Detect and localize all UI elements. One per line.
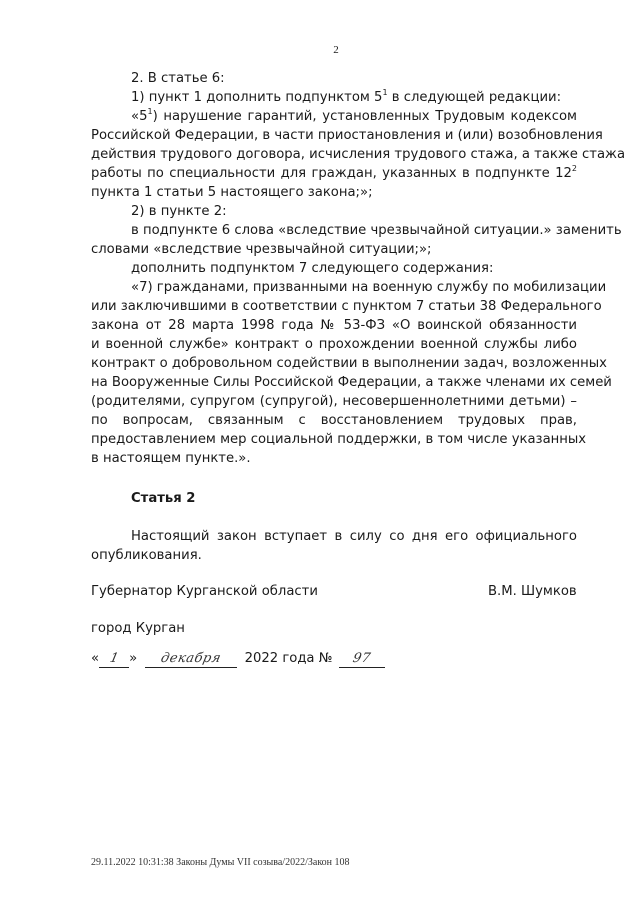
body-line: закона от 28 марта 1998 года № 53-ФЗ «О воинской обязанности (91, 318, 577, 333)
city-line: город Курган (91, 621, 185, 636)
body-line: пункта 1 статьи 5 настоящего закона;»; (91, 185, 373, 200)
body-line-tail: в следующей редакции: (387, 90, 562, 105)
body-line: (родителями, супругом (супругой), несовершеннолетними детьми) – (91, 394, 577, 409)
superscript: 1 (382, 87, 388, 97)
body-line: и военной службе» контракт о прохождении военной службы либо (91, 337, 577, 352)
superscript: 2 (571, 163, 577, 173)
date-line (91, 650, 385, 668)
body-line: словами «вследствие чрезвычайной ситуации;»; (91, 242, 432, 257)
body-line: или заключившими в соответствии с пунктом 7 статьи 38 Федерального (91, 299, 602, 314)
body-line (131, 70, 225, 87)
number-value: 97 (351, 651, 372, 666)
footer-stamp: 29.11.2022 10:31:38 Законы Думы VII созыва/2022/Закон 108 (91, 857, 350, 868)
open-quote: « (91, 651, 100, 666)
day-value: 1 (108, 651, 121, 666)
body-line-text: 2. В статье 6: (131, 71, 225, 86)
year-text: 2022 года № (244, 651, 333, 666)
body-line: Российской Федерации, в части приостановления и (или) возобновления (91, 128, 603, 143)
number-field (339, 650, 385, 668)
superscript: 1 (147, 106, 153, 116)
month-field (145, 650, 237, 668)
body-line: опубликования. (91, 548, 202, 563)
body-line-text: работы по специальности для граждан, указанных в подпункте 12 (91, 166, 572, 181)
body-line-text: «5 (131, 109, 148, 124)
signatory-title: Губернатор Курганской области (91, 584, 318, 599)
signatory-name: В.М. Шумков (488, 584, 577, 599)
day-field (99, 650, 129, 668)
body-line: предоставлением мер социальной поддержки, в том числе указанных (91, 432, 587, 447)
month-value: декабря (159, 651, 223, 666)
body-line: 2) в пункте 2: (131, 204, 227, 219)
body-line: по вопросам, связанным с восстановлением трудовых прав, (91, 413, 577, 428)
body-line (91, 165, 577, 182)
body-line: контракт о добровольном содействии в выполнении задач, возложенных (91, 356, 607, 371)
page-number: 2 (333, 44, 339, 56)
body-line: дополнить подпунктом 7 следующего содержания: (131, 261, 494, 276)
close-quote: » (129, 651, 138, 666)
body-line: действия трудового договора, исчисления трудового стажа, а также стажа (91, 147, 626, 162)
body-line: на Вооруженные Силы Российской Федерации, а также членами их семей (91, 375, 612, 390)
body-line-text: 1) пункт 1 дополнить подпунктом 5 (131, 90, 383, 105)
article-heading: Статья 2 (131, 491, 196, 506)
body-line-tail: ) нарушение гарантий, установленных Трудовым кодексом (152, 109, 577, 124)
body-line: Настоящий закон вступает в силу со дня его официального (131, 529, 577, 544)
body-line: в настоящем пункте.». (91, 451, 251, 466)
body-line: в подпункте 6 слова «вследствие чрезвычайной ситуации.» заменить (131, 223, 622, 238)
body-line (131, 108, 577, 125)
body-line (131, 89, 561, 106)
body-line: «7) гражданами, призванными на военную службу по мобилизации (131, 280, 607, 295)
